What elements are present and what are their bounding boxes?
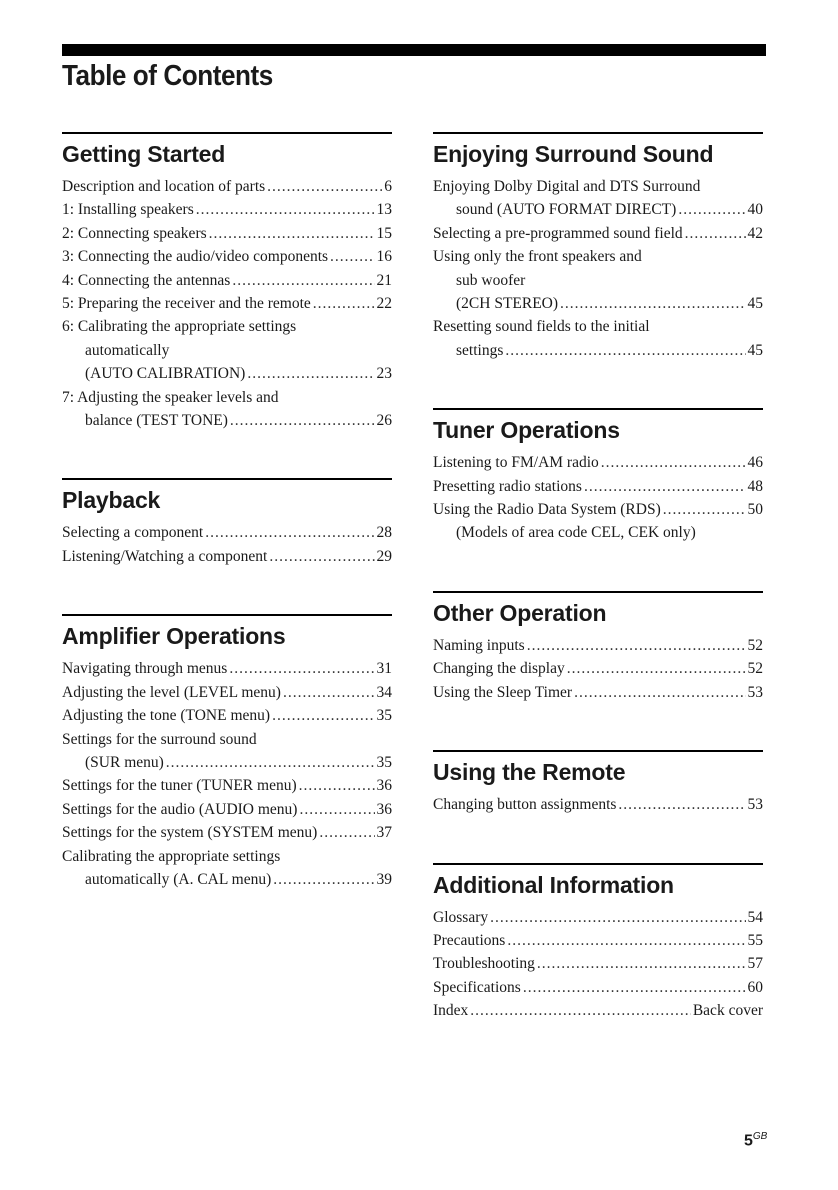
dot-leader — [205, 521, 374, 544]
toc-entry-title: Presetting radio stations — [433, 477, 582, 495]
toc-entry[interactable] — [433, 475, 763, 498]
toc-section-enjoying-surround-sound — [433, 132, 763, 362]
toc-entry-title: Naming inputs — [433, 636, 525, 654]
toc-entry-title: 2: Connecting speakers — [62, 224, 207, 242]
toc-entry-page: 42 — [747, 224, 763, 242]
toc-entry-line — [62, 245, 392, 268]
toc-right-column — [433, 132, 763, 1069]
dot-leader — [505, 339, 745, 362]
toc-entry-title: Settings for the system (SYSTEM menu) — [62, 824, 318, 842]
toc-entry-title: Changing the display — [433, 660, 565, 678]
dot-leader — [678, 198, 745, 221]
toc-entry-page: 29 — [376, 547, 392, 565]
page-number — [744, 1131, 767, 1150]
toc-entry-page: 45 — [747, 341, 763, 359]
toc-entry[interactable] — [62, 704, 392, 727]
toc-entry-title: (SUR menu) — [85, 753, 164, 771]
toc-entry-line — [62, 269, 392, 292]
toc-entry[interactable] — [62, 798, 392, 821]
toc-entry[interactable] — [433, 498, 763, 521]
toc-entry-page: 57 — [747, 955, 763, 973]
toc-entry-page: 6 — [384, 178, 392, 195]
section-heading: Using the Remote — [433, 759, 626, 786]
toc-entry-line — [62, 681, 392, 704]
dot-leader — [560, 292, 745, 315]
toc-section-getting-started — [62, 132, 392, 432]
dot-leader — [507, 929, 745, 952]
toc-entry-page: 36 — [376, 800, 392, 818]
toc-entry-line — [433, 929, 763, 952]
dot-leader — [272, 704, 374, 727]
toc-entry[interactable] — [62, 774, 392, 797]
toc-entry[interactable] — [62, 315, 392, 385]
toc-entry-page: 36 — [376, 777, 392, 795]
toc-entry-page: 53 — [747, 683, 763, 701]
toc-entry-title: balance (TEST TONE) — [85, 412, 228, 430]
toc-entry-line — [433, 521, 763, 544]
toc-entry-title: (AUTO CALIBRATION) — [85, 365, 246, 383]
toc-entry-title: Using the Sleep Timer — [433, 683, 573, 701]
toc-entry-line — [433, 339, 763, 362]
toc-entry-text: Enjoying Dolby Digital and DTS Surround — [433, 178, 701, 195]
toc-entry-line — [433, 292, 763, 315]
toc-entry-line — [62, 821, 392, 844]
toc-entry-title: 4: Connecting the antennas — [62, 271, 231, 289]
toc-entry-page: 60 — [747, 978, 763, 996]
toc-entry-title: Adjusting the level (LEVEL menu) — [62, 683, 281, 701]
toc-entry[interactable] — [62, 269, 392, 292]
toc-entry-line — [62, 292, 392, 315]
toc-entry[interactable] — [62, 728, 392, 775]
dot-leader — [663, 498, 746, 521]
dot-leader — [267, 175, 382, 198]
section-heading: Additional Information — [433, 871, 674, 898]
toc-entry-text: 6: Calibrating the appropriate settings — [62, 318, 297, 336]
toc-section-additional-information — [433, 863, 763, 1023]
toc-entry-page: 48 — [747, 477, 763, 495]
toc-entry-line — [433, 952, 763, 975]
section-heading: Enjoying Surround Sound — [433, 141, 714, 167]
toc-entry-line — [62, 222, 392, 245]
toc-entry-line — [433, 976, 763, 999]
toc-entry-line — [433, 222, 763, 245]
section-heading: Other Operation — [433, 599, 607, 626]
toc-entry-page: 13 — [376, 201, 392, 219]
toc-entry[interactable] — [433, 245, 763, 315]
toc-entry-title: (Models of area code CEL, CEK only) — [456, 524, 696, 542]
dot-leader — [269, 545, 374, 568]
toc-entry-page: 28 — [376, 524, 392, 542]
toc-entry[interactable] — [433, 999, 763, 1022]
toc-entry-title: Precautions — [433, 931, 506, 949]
dot-leader — [523, 976, 746, 999]
toc-section-amplifier-operations — [62, 614, 392, 891]
toc-entry-line — [433, 999, 763, 1022]
toc-entry-page: 37 — [376, 824, 392, 842]
toc-entry[interactable] — [62, 657, 392, 680]
toc-entry[interactable] — [62, 198, 392, 221]
toc-entry-page: 26 — [376, 412, 392, 430]
dot-leader — [229, 657, 374, 680]
page-number-value: 5 — [744, 1132, 753, 1150]
toc-entry-page: 16 — [376, 248, 392, 266]
dot-leader — [230, 409, 375, 432]
dot-leader — [574, 681, 745, 704]
dot-leader — [618, 793, 745, 816]
toc-entry-title: (2CH STEREO) — [456, 295, 559, 313]
dot-leader — [209, 222, 375, 245]
toc-entry-title: Settings for the audio (AUDIO menu) — [62, 800, 298, 818]
toc-entry-text: 7: Adjusting the speaker levels and — [62, 388, 279, 406]
toc-entry[interactable] — [433, 681, 763, 704]
toc-entry-text: sub woofer — [456, 271, 526, 289]
toc-entry-line — [433, 906, 763, 929]
toc-entry-line — [62, 521, 392, 544]
toc-entry-title: 5: Preparing the receiver and the remote — [62, 295, 311, 313]
toc-entry-page: 50 — [747, 501, 763, 519]
toc-entry-title: Description and location of parts — [62, 178, 266, 195]
toc-entry-page: 23 — [376, 365, 392, 383]
toc-entry-page: 35 — [376, 707, 392, 725]
toc-section-playback — [62, 478, 392, 568]
dot-leader — [567, 657, 746, 680]
toc-entry[interactable] — [433, 976, 763, 999]
toc-entry-title: Selecting a pre-programmed sound field — [433, 224, 683, 242]
toc-entry-title: Listening/Watching a component — [62, 547, 268, 565]
toc-entry[interactable] — [433, 451, 763, 474]
toc-entry-page: 21 — [376, 271, 392, 289]
dot-leader — [527, 634, 746, 657]
toc-entry-title: Settings for the tuner (TUNER menu) — [62, 777, 297, 795]
toc-entry-page: 22 — [376, 295, 392, 313]
dot-leader — [601, 451, 746, 474]
toc-entry-line — [62, 198, 392, 221]
dot-leader — [196, 198, 375, 221]
page-number-suffix: GB — [752, 1131, 768, 1142]
toc-entry[interactable] — [62, 681, 392, 704]
toc-entry-line — [62, 774, 392, 797]
toc-entry-line — [62, 751, 392, 774]
toc-entry-title: Selecting a component — [62, 524, 204, 542]
toc-entry-line — [433, 198, 763, 221]
toc-entry-page: 35 — [376, 753, 392, 771]
dot-leader — [313, 292, 375, 315]
toc-entry-title: 1: Installing speakers — [62, 201, 194, 219]
dot-leader — [273, 868, 374, 891]
toc-entry-page: 53 — [747, 796, 763, 814]
page-title: Table of Contents — [62, 60, 273, 92]
toc-entry-line — [62, 175, 392, 198]
toc-entry-line — [433, 498, 763, 521]
toc-entry-page: 54 — [747, 908, 763, 926]
dot-leader — [283, 681, 375, 704]
toc-entry-title: Listening to FM/AM radio — [433, 454, 599, 472]
toc-entry-title: Troubleshooting — [433, 955, 535, 973]
toc-entry-page: 52 — [747, 636, 763, 654]
dot-leader — [247, 362, 374, 385]
toc-entry[interactable] — [62, 821, 392, 844]
section-heading: Getting Started — [62, 141, 226, 167]
toc-entry[interactable] — [433, 175, 763, 222]
toc-entry-page: 45 — [747, 295, 763, 313]
toc-entry-text: automatically — [85, 341, 170, 359]
toc-section-other-operation — [433, 591, 763, 704]
toc-entry-page: 15 — [376, 224, 392, 242]
toc-entry-line — [433, 475, 763, 498]
toc-entry[interactable] — [62, 292, 392, 315]
toc-entry-line — [433, 451, 763, 474]
toc-entry-title: Index — [433, 1002, 469, 1020]
toc-entry-line — [433, 681, 763, 704]
toc-entry-text: Settings for the surround sound — [62, 730, 257, 748]
toc-entry[interactable] — [62, 545, 392, 568]
toc-entry-title: Navigating through menus — [62, 660, 228, 678]
toc-entry-line — [433, 657, 763, 680]
toc-entry[interactable] — [433, 929, 763, 952]
toc-entry-line — [62, 704, 392, 727]
header-rule — [62, 44, 766, 56]
toc-entry-line — [433, 793, 763, 816]
toc-entry[interactable] — [433, 793, 763, 816]
dot-leader — [299, 798, 374, 821]
toc-entry-line — [62, 798, 392, 821]
toc-entry-line — [62, 868, 392, 891]
toc-entry[interactable] — [433, 521, 763, 544]
toc-entry-page: 55 — [747, 931, 763, 949]
toc-entry-page: 39 — [376, 870, 392, 888]
toc-entry[interactable] — [433, 657, 763, 680]
toc-entry-title: settings — [456, 341, 504, 359]
toc-entry[interactable] — [62, 222, 392, 245]
dot-leader — [470, 999, 691, 1022]
toc-entry-page: 52 — [747, 660, 763, 678]
toc-section-tuner-operations — [433, 408, 763, 545]
toc-entry-title: 3: Connecting the audio/video components — [62, 248, 329, 266]
dot-leader — [330, 245, 374, 268]
toc-entry[interactable] — [433, 906, 763, 929]
dot-leader — [166, 751, 375, 774]
toc-entry-title: sound (AUTO FORMAT DIRECT) — [456, 201, 677, 219]
dot-leader — [490, 906, 745, 929]
toc-entry-title: Specifications — [433, 978, 521, 996]
toc-entry[interactable] — [62, 245, 392, 268]
toc-entry-title: automatically (A. CAL menu) — [85, 870, 272, 888]
toc-entry[interactable] — [62, 386, 392, 433]
dot-leader — [685, 222, 746, 245]
toc-entry[interactable] — [433, 315, 763, 362]
section-heading: Amplifier Operations — [62, 623, 286, 650]
toc-entry[interactable] — [433, 222, 763, 245]
section-heading: Tuner Operations — [433, 417, 620, 444]
dot-leader — [299, 774, 375, 797]
toc-entry[interactable] — [62, 845, 392, 892]
toc-entry[interactable] — [62, 521, 392, 544]
toc-entry-title: Using the Radio Data System (RDS) — [433, 501, 661, 519]
toc-left-column — [62, 132, 392, 937]
toc-entry[interactable] — [62, 175, 392, 198]
toc-entry[interactable] — [433, 952, 763, 975]
dot-leader — [319, 821, 374, 844]
toc-entry-line — [433, 634, 763, 657]
dot-leader — [584, 475, 746, 498]
toc-entry-title: Changing button assignments — [433, 796, 617, 814]
section-heading: Playback — [62, 487, 161, 514]
toc-entry-page: Back cover — [692, 1002, 763, 1020]
dot-leader — [232, 269, 374, 292]
toc-entry-text: Resetting sound fields to the initial — [433, 318, 650, 336]
toc-entry-line — [62, 409, 392, 432]
toc-entry-title: Adjusting the tone (TONE menu) — [62, 707, 271, 725]
dot-leader — [537, 952, 746, 975]
toc-entry-line — [62, 545, 392, 568]
toc-section-using-the-remote — [433, 750, 763, 816]
toc-entry-line — [62, 657, 392, 680]
toc-entry-text: Calibrating the appropriate settings — [62, 847, 281, 865]
toc-entry-title: Glossary — [433, 908, 489, 926]
toc-entry-page: 34 — [376, 683, 392, 701]
toc-entry[interactable] — [433, 634, 763, 657]
toc-entry-line — [62, 362, 392, 385]
toc-entry-page: 46 — [747, 454, 763, 472]
toc-entry-text: Using only the front speakers and — [433, 248, 642, 266]
toc-entry-page: 40 — [747, 201, 763, 219]
toc-entry-page: 31 — [376, 660, 392, 678]
